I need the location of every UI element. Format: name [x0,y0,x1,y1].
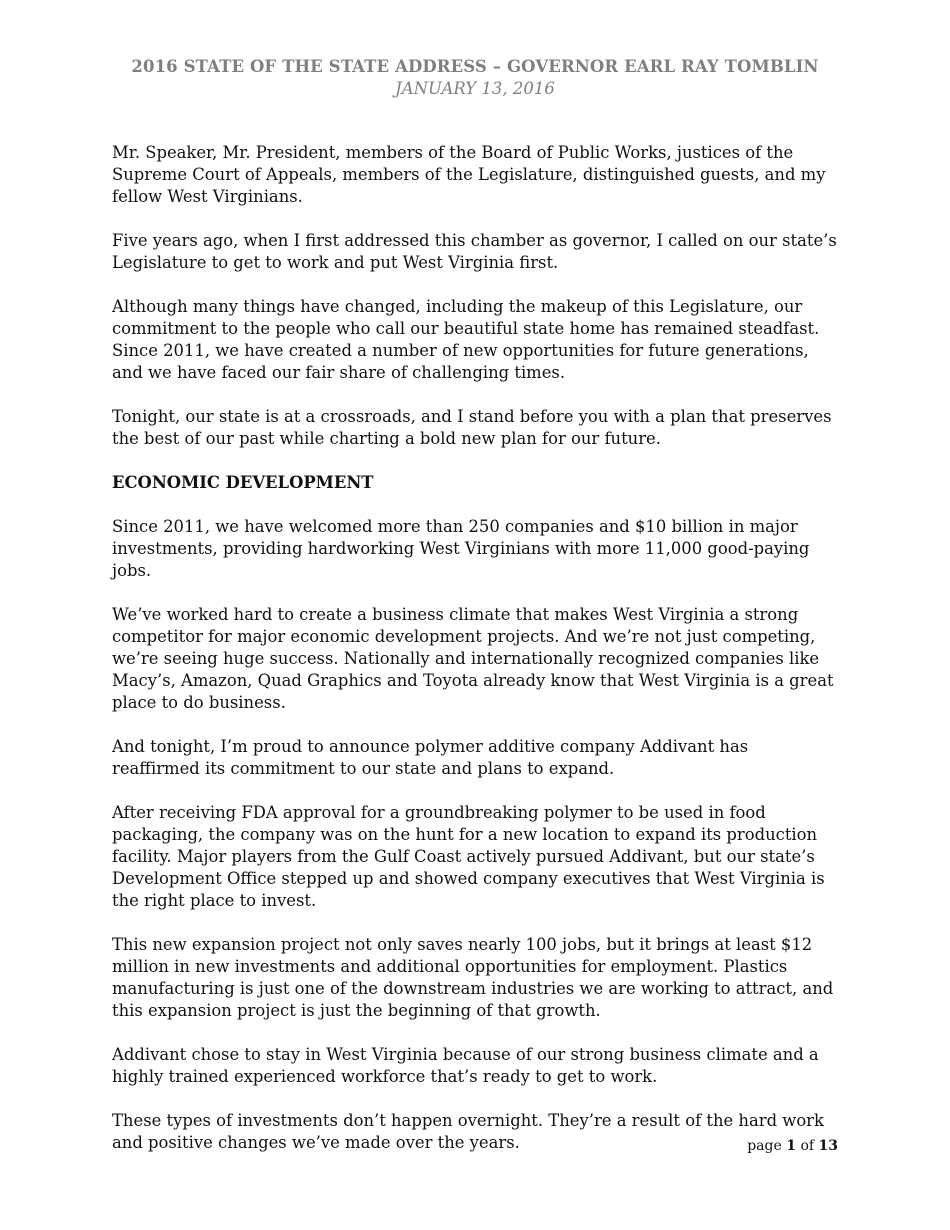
paragraph-investments-overnight: These types of investments don’t happen overnight. They’re a result of the hard work and positive changes we’ve made over the years. [112,1111,824,1152]
page-number-footer [747,1136,838,1156]
paragraph-addivant-announcement: And tonight, I’m proud to announce polymer additive company Addivant has reaffirmed its commitment to our state and plans to expand. [112,737,749,778]
paragraph-salutation: Mr. Speaker, Mr. President, members of the Board of Public Works, justices of the Supreme Court of Appeals, members of the Legislature, distinguished guests, and my fellow West Virginians. [112,143,826,206]
paragraph-crossroads: Tonight, our state is at a crossroads, and I stand before you with a plan that preserves the best of our past while charting a bold new plan for our future. [112,407,832,448]
document-date: JANUARY 13, 2016 [395,79,555,98]
document-header [0,56,950,100]
page-word: page [747,1138,782,1154]
of-word: of [800,1138,815,1154]
paragraph-five-years-ago: Five years ago, when I first addressed this chamber as governor, I called on our state’s Legislature to get to work and put West Virginia first. [112,231,837,272]
section-heading-economic-development: ECONOMIC DEVELOPMENT [112,473,374,492]
total-page-count: 13 [818,1138,838,1154]
paragraph-fda-approval: After receiving FDA approval for a groundbreaking polymer to be used in food packaging, the company was on the hunt for a new location to expand its production facility. Major players from the Gulf Coast actively pursued Addivant, but our state’s Development Office stepped up and showed company executives that West Virginia is the right place to invest. [112,803,825,910]
paragraph-many-things-changed: Although many things have changed, including the makeup of this Legislature, our commitment to the people who call our beautiful state home has remained steadfast. Since 2011, we have created a number of new opportunities for future generations, and we have faced our fair share of challenging times. [112,297,820,382]
document-body [112,142,840,1176]
paragraph-business-climate: We’ve worked hard to create a business climate that makes West Virginia a strong competitor for major economic development projects. And we’re not just competing, we’re seeing huge success. Nationally and internationally recognized companies like Macy’s, Amazon, Quad Graphics and Toyota already know that West Virginia is a great place to do business. [112,605,834,712]
paragraph-addivant-stays: Addivant chose to stay in West Virginia because of our strong business climate and a highly trained experienced workforce that’s ready to get to work. [112,1045,819,1086]
paragraph-expansion-project: This new expansion project not only saves nearly 100 jobs, but it brings at least $12 million in new investments and additional opportunities for employment. Plastics manufacturing is just one of the downstream industries we are working to attract, and this expansion project is just the beginning of that growth. [112,935,834,1020]
paragraph-companies-welcomed: Since 2011, we have welcomed more than 250 companies and $10 billion in major investments, providing hardworking West Virginians with more 11,000 good-paying jobs. [112,517,810,580]
current-page-number: 1 [786,1138,796,1154]
document-title: 2016 STATE OF THE STATE ADDRESS – GOVERNOR EARL RAY TOMBLIN [131,57,819,76]
